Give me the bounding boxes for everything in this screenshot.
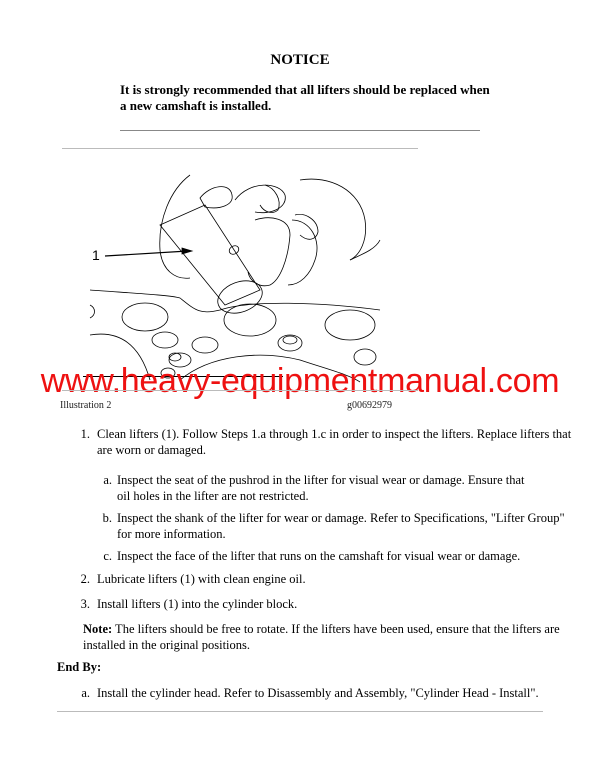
lifter-illustration <box>60 160 420 385</box>
note-paragraph <box>83 621 568 653</box>
section-divider <box>62 148 418 149</box>
end-by-text: Install the cylinder head. Refer to Disassembly and Assembly, "Cylinder Head - Install". <box>97 686 539 700</box>
notice-title: NOTICE <box>270 52 330 68</box>
illustration-caption: Illustration 2 <box>60 400 112 411</box>
substep-1b <box>100 510 570 542</box>
step-3 <box>72 596 582 612</box>
notice-text: It is strongly recommended that all lifters should be replaced when a new camshaft is installed. <box>120 82 490 113</box>
note-text: The lifters should be free to rotate. If the lifters have been used, ensure that the lifters are installed in the original positions. <box>83 622 560 652</box>
step-text: Install lifters (1) into the cylinder block. <box>97 597 298 611</box>
substep-number: a. <box>103 473 112 487</box>
step-text: Lubricate lifters (1) with clean engine oil. <box>97 572 306 586</box>
substep-text: Inspect the seat of the pushrod in the lifter for visual wear or damage. Ensure that oil holes in the lifter are not restricted. <box>117 473 525 503</box>
end-by-item <box>72 685 582 701</box>
substep-1c <box>100 548 570 564</box>
step-number: 3. <box>80 597 90 611</box>
step-2 <box>72 571 582 587</box>
callout-label: 1 <box>92 247 100 263</box>
substep-number: c. <box>103 549 112 563</box>
notice-divider <box>120 130 480 131</box>
end-by-number: a. <box>81 686 90 700</box>
step-text: Clean lifters (1). Follow Steps 1.a through 1.c in order to inspect the lifters. Replace lifters that are worn or damaged. <box>97 427 572 457</box>
substep-text: Inspect the shank of the lifter for wear or damage. Refer to Specifications, "Lifter Group" for more information. <box>117 511 565 541</box>
end-by-heading: End By: <box>57 660 102 674</box>
note-label: Note: <box>83 622 113 636</box>
substep-number: b. <box>102 511 112 525</box>
watermark-url: www.heavy-equipmentmanual.com <box>40 362 560 400</box>
substep-text: Inspect the face of the lifter that runs on the camshaft for visual wear or damage. <box>117 549 521 563</box>
step-1 <box>72 426 582 458</box>
footer-divider <box>57 711 543 712</box>
illustration-id: g00692979 <box>347 400 392 411</box>
substep-1a <box>100 472 540 504</box>
caption-divider <box>62 390 418 391</box>
step-number: 2. <box>80 572 90 586</box>
step-number: 1. <box>80 427 90 441</box>
